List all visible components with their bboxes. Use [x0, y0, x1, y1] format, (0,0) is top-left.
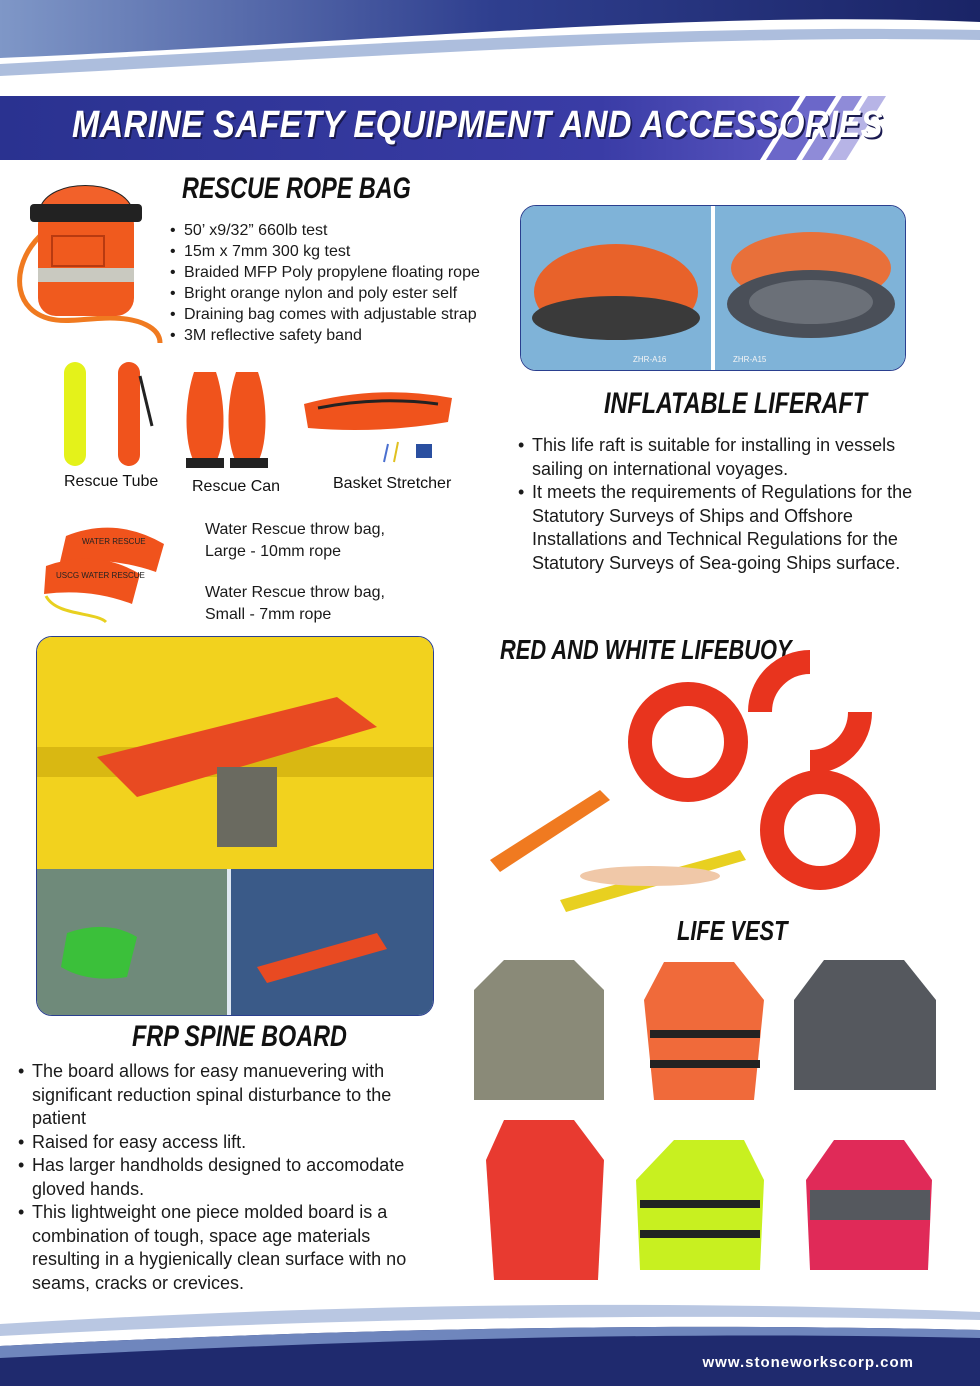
spine-board-bullet-list	[18, 1060, 443, 1295]
throw-bag-print-2: USCG WATER RESCUE	[56, 571, 145, 580]
liferaft-label-a16: ZHR-A16	[633, 355, 667, 364]
liferaft-illustration	[521, 206, 905, 370]
spec-item: • Bright orange nylon and poly ester self	[170, 283, 520, 304]
spine-board-bullet: • The board allows for easy manuevering with significant reduction spinal disturbance to the patient	[18, 1060, 443, 1131]
throw-bag-print-1: WATER RESCUE	[82, 537, 146, 546]
life-vest-image	[464, 950, 954, 1300]
spine-board-bullet: • Has larger handholds designed to accomodate gloved hands.	[18, 1154, 443, 1201]
rope-bag-spec-list	[170, 220, 520, 346]
spec-item: • 50’ x9/32” 660lb test	[170, 220, 520, 241]
life-vest-heading: LIFE VEST	[677, 915, 788, 946]
liferaft-label-a15: ZHR-A15	[733, 355, 767, 364]
spine-board-heading: FRP SPINE BOARD	[132, 1020, 347, 1053]
throw-bag-large-text	[205, 519, 385, 563]
rescue-tube-caption: Rescue Tube	[64, 473, 159, 490]
spec-item: • Braided MFP Poly propylene floating rope	[170, 262, 520, 283]
throw-bag-small-line: Water Rescue throw bag,	[205, 584, 385, 601]
rope-bag-image	[10, 168, 170, 348]
throw-bag-large-line: Large - 10mm rope	[205, 543, 342, 560]
liferaft-bullet-list	[518, 434, 943, 575]
throw-bag-small-text	[205, 582, 385, 626]
liferaft-bullet: • This life raft is suitable for installing in vessels sailing on international voyages.	[518, 434, 943, 481]
rope-bag-heading: RESCUE ROPE BAG	[182, 172, 411, 205]
throw-bag-image	[36, 496, 186, 624]
spine-board-bullet: • Raised for easy access lift.	[18, 1131, 443, 1155]
lifebuoy-heading: RED AND WHITE LIFEBUOY	[500, 634, 792, 665]
throw-bag-small-line: Small - 7mm rope	[205, 606, 332, 623]
spec-item: • 3M reflective safety band	[170, 325, 520, 346]
rescue-tube-image	[56, 356, 166, 472]
spec-item: • 15m x 7mm 300 kg test	[170, 241, 520, 262]
footer-swoosh	[0, 1300, 980, 1386]
liferaft-bullet: • It meets the requirements of Regulations for the Statutory Surveys of Ships and Offshore Installations and Technical Regulations for the Statutory Surveys of Sea-going Ships surface.	[518, 481, 943, 575]
rescue-can-image	[180, 362, 280, 474]
page-title: MARINE SAFETY EQUIPMENT AND ACCESSORIES	[72, 104, 883, 146]
liferaft-photo	[520, 205, 906, 371]
website-link[interactable]: www.stoneworkscorp.com	[702, 1354, 914, 1371]
spec-item: • Draining bag comes with adjustable strap	[170, 304, 520, 325]
spine-board-photo	[36, 636, 434, 1016]
throw-bag-large-line: Water Rescue throw bag,	[205, 521, 385, 538]
spine-board-illustration	[37, 637, 433, 1015]
lifebuoy-image	[470, 650, 910, 930]
spine-board-bullet: • This lightweight one piece molded board is a combination of tough, space age materials resulting in a hygienically clean surface with no seams, cracks or crevices.	[18, 1201, 443, 1295]
rescue-can-caption: Rescue Can	[192, 478, 281, 495]
basket-stretcher-caption: Basket Stretcher	[333, 475, 452, 492]
basket-stretcher-image	[298, 384, 458, 468]
liferaft-heading: INFLATABLE LIFERAFT	[604, 387, 867, 420]
header-swoosh	[0, 0, 980, 96]
